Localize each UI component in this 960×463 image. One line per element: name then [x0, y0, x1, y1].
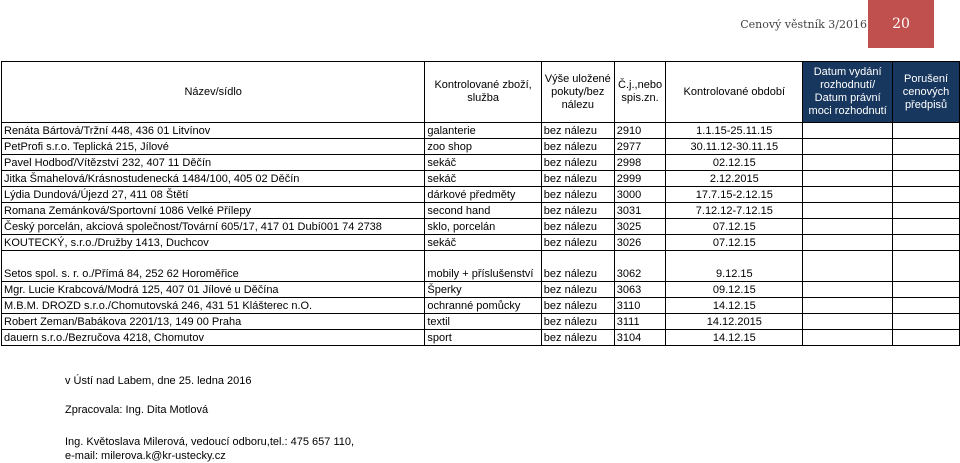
cell-decision — [803, 330, 893, 346]
cell-name: Renáta Bártová/Tržní 448, 436 01 Litvínov — [2, 123, 425, 139]
table-row — [2, 155, 960, 171]
table-row — [2, 282, 960, 298]
cell-violation — [893, 314, 960, 330]
cell-ref: 3031 — [614, 203, 666, 219]
cell-goods: sekáč — [425, 155, 541, 171]
cell-period: 2.12.2015 — [666, 171, 803, 187]
cell-goods: mobily + příslušenství — [425, 251, 541, 282]
cell-period: 17.7.15-2.12.15 — [666, 187, 803, 203]
cell-period: 1.1.15-25.11.15 — [666, 123, 803, 139]
cell-decision — [803, 155, 893, 171]
cell-period: 7.12.12-7.12.15 — [666, 203, 803, 219]
table-row — [2, 235, 960, 251]
cell-fine: bez nálezu — [541, 314, 614, 330]
cell-goods: ochranné pomůcky — [425, 298, 541, 314]
cell-fine: bez nálezu — [541, 203, 614, 219]
table-row — [2, 314, 960, 330]
cell-violation — [893, 187, 960, 203]
cell-goods: sklo, porcelán — [425, 219, 541, 235]
cell-decision — [803, 314, 893, 330]
footer-head-contact: Ing. Květoslava Milerová, vedoucí odboru,tel.: 475 657 110, — [65, 436, 355, 448]
cell-fine: bez nálezu — [541, 282, 614, 298]
cell-decision — [803, 123, 893, 139]
cell-goods: Šperky — [425, 282, 541, 298]
cell-decision — [803, 298, 893, 314]
cell-name: Pavel Hodboď/Vítězství 232, 407 11 Děčín — [2, 155, 425, 171]
cell-violation — [893, 282, 960, 298]
cell-decision — [803, 282, 893, 298]
cell-name: Romana Zemánková/Sportovní 1086 Velké Přílepy — [2, 203, 425, 219]
cell-name: Lýdia Dundová/Újezd 27, 411 08 Štětí — [2, 187, 425, 203]
cell-name: PetProfi s.r.o. Teplická 215, Jílové — [2, 139, 425, 155]
cell-goods: textil — [425, 314, 541, 330]
cell-period: 14.12.2015 — [666, 314, 803, 330]
cell-fine: bez nálezu — [541, 155, 614, 171]
inspection-table — [1, 61, 960, 346]
cell-fine: bez nálezu — [541, 187, 614, 203]
cell-fine: bez nálezu — [541, 298, 614, 314]
col-period: Kontrolované období — [666, 62, 803, 123]
cell-decision — [803, 219, 893, 235]
cell-goods: second hand — [425, 203, 541, 219]
cell-ref: 3063 — [614, 282, 666, 298]
table-row — [2, 139, 960, 155]
cell-fine: bez nálezu — [541, 251, 614, 282]
cell-fine: bez nálezu — [541, 330, 614, 346]
cell-ref: 2910 — [614, 123, 666, 139]
cell-violation — [893, 171, 960, 187]
cell-decision — [803, 251, 893, 282]
cell-violation — [893, 203, 960, 219]
cell-ref: 3025 — [614, 219, 666, 235]
col-violation: Porušení cenových předpisů — [893, 62, 960, 123]
cell-period: 02.12.15 — [666, 155, 803, 171]
cell-violation — [893, 219, 960, 235]
table-row — [2, 187, 960, 203]
table-row — [2, 203, 960, 219]
cell-name: Setos spol. s. r. o./Přímá 84, 252 62 Horoměřice — [2, 251, 425, 282]
cell-name: KOUTECKÝ, s.r.o./Družby 1413, Duchcov — [2, 235, 425, 251]
col-fine: Výše uložené pokuty/bez nálezu — [541, 62, 614, 123]
cell-decision — [803, 171, 893, 187]
cell-name: Jitka Šmahelová/Krásnostudenecká 1484/100, 405 02 Děčín — [2, 171, 425, 187]
table-header-row — [2, 62, 960, 123]
table-row — [2, 171, 960, 187]
cell-period: 30.11.12-30.11.15 — [666, 139, 803, 155]
cell-period: 09.12.15 — [666, 282, 803, 298]
table-row — [2, 219, 960, 235]
table-row — [2, 251, 960, 282]
cell-decision — [803, 187, 893, 203]
table-row — [2, 123, 960, 139]
cell-goods: sekáč — [425, 235, 541, 251]
cell-violation — [893, 330, 960, 346]
cell-name: M.B.M. DROZD s.r.o./Chomutovská 246, 431 51 Klášterec n.O. — [2, 298, 425, 314]
cell-ref: 3104 — [614, 330, 666, 346]
cell-fine: bez nálezu — [541, 171, 614, 187]
cell-period: 14.12.15 — [666, 298, 803, 314]
col-name: Název/sídlo — [2, 62, 425, 123]
cell-ref: 2999 — [614, 171, 666, 187]
cell-violation — [893, 298, 960, 314]
cell-ref: 2977 — [614, 139, 666, 155]
cell-name: Robert Zeman/Babákova 2201/13, 149 00 Praha — [2, 314, 425, 330]
footer-email: e-mail: milerova.k@kr-ustecky.cz — [65, 450, 226, 462]
cell-ref: 2998 — [614, 155, 666, 171]
cell-ref: 3062 — [614, 251, 666, 282]
cell-decision — [803, 235, 893, 251]
cell-violation — [893, 251, 960, 282]
table-row — [2, 298, 960, 314]
col-goods: Kontrolované zboží, služba — [425, 62, 541, 123]
cell-period: 07.12.15 — [666, 219, 803, 235]
cell-fine: bez nálezu — [541, 219, 614, 235]
cell-goods: zoo shop — [425, 139, 541, 155]
cell-period: 14.12.15 — [666, 330, 803, 346]
cell-fine: bez nálezu — [541, 123, 614, 139]
cell-violation — [893, 235, 960, 251]
page-number: 20 — [868, 0, 934, 48]
cell-period: 9.12.15 — [666, 251, 803, 282]
col-ref: Č.j.,nebo spis.zn. — [614, 62, 666, 123]
cell-period: 07.12.15 — [666, 235, 803, 251]
cell-decision — [803, 203, 893, 219]
cell-violation — [893, 123, 960, 139]
footer-place-date: v Ústí nad Labem, dne 25. ledna 2016 — [65, 375, 252, 387]
cell-goods: sekáč — [425, 171, 541, 187]
cell-ref: 3000 — [614, 187, 666, 203]
col-decision: Datum vydání rozhodnutí/ Datum právní moci rozhodnutí — [803, 62, 893, 123]
cell-ref: 3111 — [614, 314, 666, 330]
cell-ref: 3026 — [614, 235, 666, 251]
cell-fine: bez nálezu — [541, 235, 614, 251]
cell-fine: bez nálezu — [541, 139, 614, 155]
cell-goods: dárkové předměty — [425, 187, 541, 203]
cell-name: Český porcelán, akciová společnost/Tovární 605/17, 417 01 Dubí001 74 2738 — [2, 219, 425, 235]
cell-decision — [803, 139, 893, 155]
journal-title: Cenový věstník 3/2016 — [740, 18, 867, 31]
cell-name: dauern s.r.o./Bezručova 4218, Chomutov — [2, 330, 425, 346]
footer-prepared-by: Zpracovala: Ing. Dita Motlová — [65, 404, 209, 416]
cell-goods: galanterie — [425, 123, 541, 139]
cell-violation — [893, 139, 960, 155]
cell-violation — [893, 155, 960, 171]
cell-goods: sport — [425, 330, 541, 346]
cell-name: Mgr. Lucie Krabcová/Modrá 125, 407 01 Jílové u Děčína — [2, 282, 425, 298]
table-row — [2, 330, 960, 346]
cell-ref: 3110 — [614, 298, 666, 314]
